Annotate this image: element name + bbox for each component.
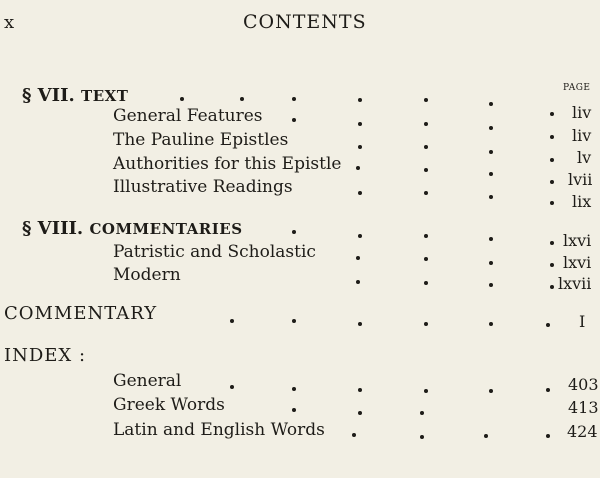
- leader-dot: [546, 388, 550, 392]
- leader-dot: [550, 180, 554, 184]
- page-ref-liv-2: liv: [572, 126, 592, 145]
- page-ref-lvii: lvii: [568, 170, 593, 189]
- leader-dot: [230, 319, 234, 323]
- section-viii-number: § VIII.: [22, 218, 84, 239]
- toc-entry-pauline-epistles: The Pauline Epistles: [113, 130, 289, 150]
- leader-dot: [356, 256, 360, 260]
- leader-dot: [358, 234, 362, 238]
- leader-dot: [489, 261, 493, 265]
- page-ref-413: 413: [568, 398, 599, 417]
- toc-entry-authorities: Authorities for this Epistle: [113, 154, 342, 174]
- page-ref-commentary: I: [579, 312, 586, 331]
- leader-dot: [489, 126, 493, 130]
- leader-dot: [489, 150, 493, 154]
- leader-dot: [358, 122, 362, 126]
- leader-dot: [489, 237, 493, 241]
- page-ref-lv: lv: [577, 148, 592, 167]
- leader-dot: [356, 166, 360, 170]
- leader-dot: [292, 97, 296, 101]
- leader-dot: [550, 263, 554, 267]
- page-ref-liv-1: liv: [572, 103, 592, 122]
- index-heading: INDEX :: [4, 345, 87, 366]
- leader-dot: [424, 257, 428, 261]
- toc-entry-modern: Modern: [113, 265, 181, 285]
- leader-dot: [352, 433, 356, 437]
- leader-dot: [489, 389, 493, 393]
- page-ref-424: 424: [567, 422, 598, 441]
- toc-entry-general-features: General Features: [113, 106, 263, 126]
- leader-dot: [424, 145, 428, 149]
- page-ref-403: 403: [568, 375, 599, 394]
- leader-dot: [358, 98, 362, 102]
- leader-dot: [489, 195, 493, 199]
- leader-dot: [358, 388, 362, 392]
- leader-dot: [424, 168, 428, 172]
- toc-entry-latin-english: Latin and English Words: [113, 420, 325, 440]
- leader-dot: [550, 135, 554, 139]
- section-viii-heading: [22, 218, 243, 239]
- leader-dot: [546, 434, 550, 438]
- page-ref-lxvii: lxvii: [558, 274, 592, 293]
- commentary-heading: COMMENTARY: [4, 303, 158, 324]
- leader-dot: [424, 98, 428, 102]
- leader-dot: [420, 435, 424, 439]
- leader-dot: [484, 434, 488, 438]
- leader-dot: [424, 234, 428, 238]
- leader-dot: [550, 158, 554, 162]
- leader-dot: [489, 283, 493, 287]
- toc-entry-patristic: Patristic and Scholastic: [113, 242, 316, 262]
- page-ref-lxvi-2: lxvi: [563, 253, 592, 272]
- toc-entry-illustrative-readings: Illustrative Readings: [113, 177, 293, 197]
- leader-dot: [292, 387, 296, 391]
- leader-dot: [180, 97, 184, 101]
- leader-dot: [550, 241, 554, 245]
- leader-dot: [424, 389, 428, 393]
- section-vii-heading: [22, 85, 128, 106]
- leader-dot: [356, 280, 360, 284]
- leader-dot: [550, 201, 554, 205]
- leader-dot: [424, 322, 428, 326]
- leader-dot: [358, 411, 362, 415]
- leader-dot: [420, 411, 424, 415]
- running-head-title: CONTENTS: [243, 11, 367, 33]
- leader-dot: [550, 112, 554, 116]
- toc-entry-greek-words: Greek Words: [113, 395, 225, 415]
- leader-dot: [489, 322, 493, 326]
- leader-dot: [292, 230, 296, 234]
- leader-dot: [424, 281, 428, 285]
- leader-dot: [489, 172, 493, 176]
- leader-dot: [546, 323, 550, 327]
- leader-dot: [550, 285, 554, 289]
- page-number-folio: x: [4, 12, 15, 33]
- leader-dot: [292, 319, 296, 323]
- toc-entry-index-general: General: [113, 371, 182, 391]
- leader-dot: [230, 385, 234, 389]
- leader-dot: [358, 145, 362, 149]
- section-vii-title: TEXT: [81, 87, 129, 105]
- section-viii-title: COMMENTARIES: [89, 220, 243, 238]
- page-ref-lix: lix: [572, 192, 592, 211]
- leader-dot: [424, 191, 428, 195]
- page-ref-lxvi-1: lxvi: [563, 231, 592, 250]
- section-vii-number: § VII.: [22, 85, 75, 106]
- leader-dot: [489, 102, 493, 106]
- leader-dot: [240, 97, 244, 101]
- leader-dot: [424, 122, 428, 126]
- leader-dot: [358, 191, 362, 195]
- leader-dot: [358, 322, 362, 326]
- leader-dot: [292, 118, 296, 122]
- leader-dot: [292, 408, 296, 412]
- page-column-label: PAGE: [563, 83, 591, 93]
